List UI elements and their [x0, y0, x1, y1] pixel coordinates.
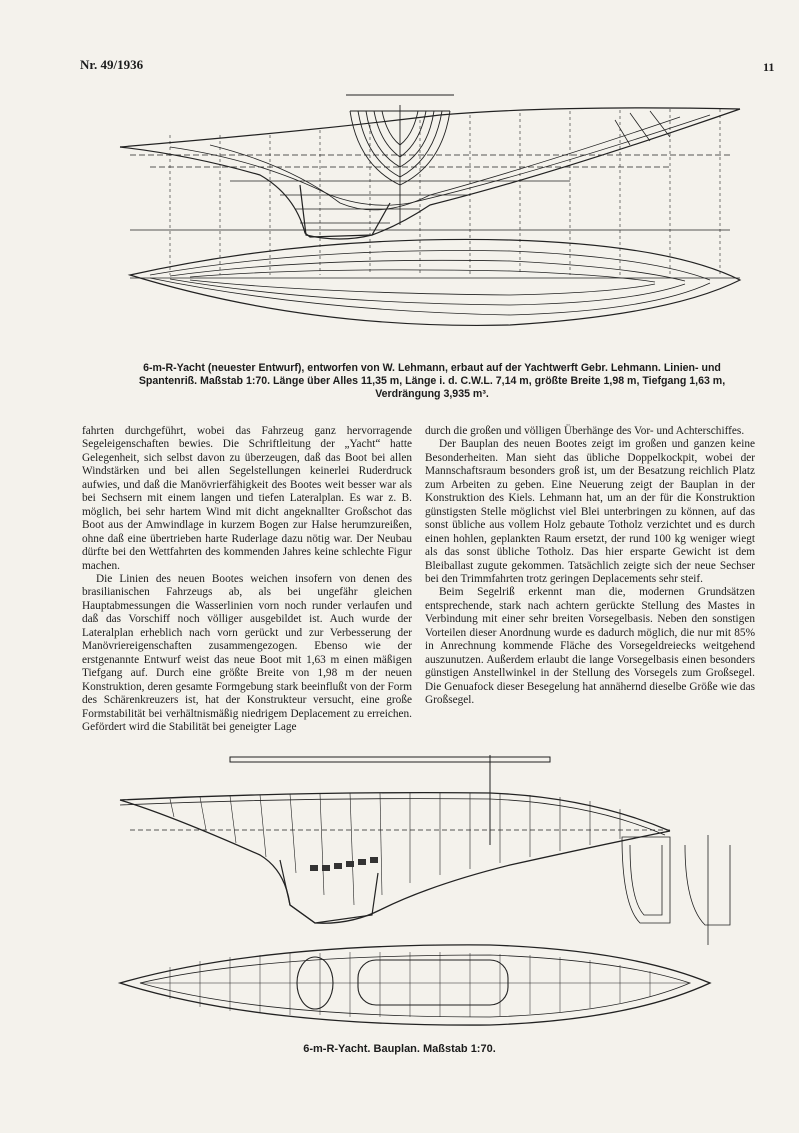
caption-line-3: Verdrängung 3,935 m³. — [375, 388, 489, 400]
article-column-right — [425, 425, 755, 708]
figure-caption-top — [112, 362, 752, 401]
article-paragraph: Die Linien des neuen Bootes weichen insofern von denen des brasilianischen Fahrzeugs ab, als bei ungefähr gleichen Hauptabmessungen die Wasserlinien vorn noch runder verlaufen und daß das Vorschiff noch völliger ausgebildet ist. Auch wurde der Lateralplan erheblich nach vorn gerückt und zur Verbesserung der Manövriereigenschaften zusammengezogen. Ebenso wie der erstgenannte Entwurf weist das neue Boot mit 1,63 m einen mäßigen Tiefgang auf. Durch eine größte Breite von 1,98 m der neuen Konstruktion, deren gesamte Formgebung stark beeinflußt von der Form des Schärenkreuzers ist, hat der Konstrukteur versucht, eine große Formstabilität bei verhältnismäßig niedrigem Deplacement zu erreichen. Gefördert wird die Stabilität bei geneigter Lage — [82, 572, 412, 733]
caption-line-1: 6-m-R-Yacht (neuester Entwurf), entworfen von W. Lehmann, erbaut auf der Yachtwerft Gebr. Lehmann. Linien- und — [143, 362, 721, 374]
page-number: 11 — [763, 60, 775, 74]
article-paragraph: fahrten durchgeführt, wobei das Fahrzeug ganz hervorragende Segeleigenschaften bewies. Die Schriftleitung der „Yacht“ hatte Gelegenheit, sich selbst davon zu überzeugen, daß das Boot bei allen Windstärken und bei allen Segelstellungen keinerlei Ruderdruck aufwies, und daß die Manövrierfähigkeit des Bootes weit besser war als bei Sechsern mit einem langen und tiefen Lateralplan. Es war z. B. möglich, bei sehr hartem Wind mit dicht angeknallter Großschot das Boot aus der Amwindlage in kurzem Bogen zur Halse herumzureißen, ohne daß eine übertrieben harte Ruderlage dazu nötig war. Der Neubau dürfte bei den Wettfahrten des kommenden Jahres keine schlechte Figur machen. — [82, 425, 412, 572]
lines-plan-drawing — [110, 85, 750, 360]
article-paragraph: Beim Segelriß erkennt man die, modernen Grundsätzen entsprechende, stark nach achtern gerückte Stellung des Mastes in Verbindung mit einer sehr breiten Vorsegelbasis. Neben den sonstigen Vorteilen dieser Anordnung wurde es dadurch möglich, die nur mit 85% in Anrechnung kommende Fläche des Vorsegeldreiecks weitgehend auszunutzen. Außerdem erlaubt die lange Vorsegelbasis einen besonders günstigen Anstellwinkel in der Stellung des Vorsegels zum Großsegel. Die Genuafock dieser Besegelung hat annähernd dieselbe Größe wie das Großsegel. — [425, 586, 755, 707]
figure-caption-bottom: 6-m-R-Yacht. Bauplan. Maßstab 1:70. — [303, 1043, 496, 1055]
construction-plan-drawing — [110, 755, 750, 1040]
issue-number: Nr. 49/1936 — [80, 57, 144, 72]
article-column-left — [82, 425, 412, 734]
article-paragraph: durch die großen und völligen Überhänge des Vor- und Achterschiffes. — [425, 425, 745, 437]
caption-line-2: Spantenriß. Maßstab 1:70. Länge über Alles 11,35 m, Länge i. d. C.W.L. 7,14 m, größte Breite 1,98 m, Tiefgang 1,63 m, — [138, 375, 726, 387]
article-paragraph: Der Bauplan des neuen Bootes zeigt im großen und ganzen keine Besonderheiten. Man sieht das übliche Doppelkockpit, wobei der Mannschaftsraum besonders groß ist, um der Besatzung reichlich Platz zum Arbeiten zu geben. Eine Neuerung zeigt der Bauplan in der Konstruktion des Kiels. Lehmann hat, um an der für die Konstruktion günstigsten Stelle möglichst viel Blei unterbringen zu können, auf das sonst übliche aus vollem Holz gebaute Totholz verzichtet und es durch einen hohlen, geplankten Raum ersetzt, der rund 100 kg weniger wiegt als das sonst übliche Totholz. Das hier ersparte Gewicht ist dem Bleiballast zugute gekommen. Tatsächlich zeigte sich der neue Sechser bei den Trimmfahrten trotz geringen Deplacements sehr steif. — [425, 438, 755, 585]
